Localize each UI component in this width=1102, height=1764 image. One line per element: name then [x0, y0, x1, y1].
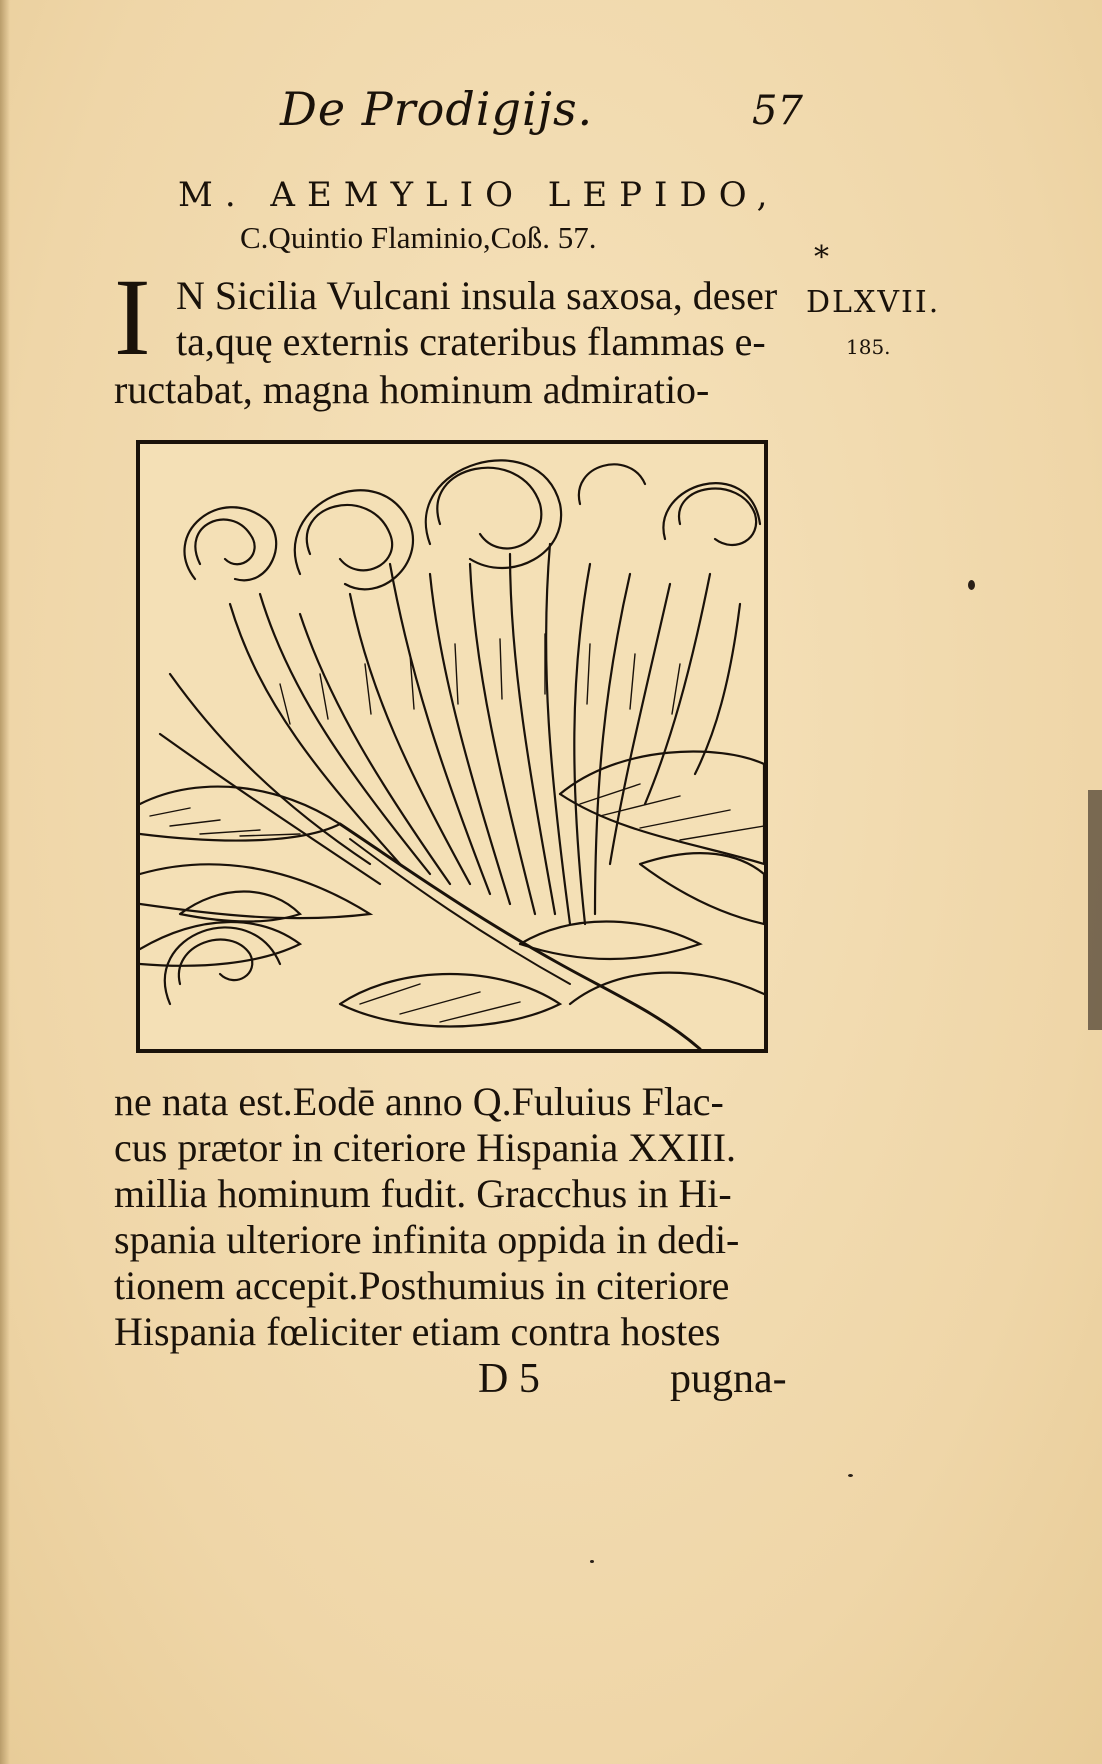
signature-mark: D 5	[478, 1356, 540, 1402]
drop-initial: I	[114, 256, 151, 378]
page-number: 57	[752, 88, 803, 134]
catchword: pugna-	[670, 1356, 787, 1402]
running-head: De Prodigijs.	[280, 82, 594, 136]
paper-speck	[968, 580, 975, 590]
margin-number: 185.	[846, 335, 891, 359]
text-line: ne nata est.Eodē anno Q.Fuluius Flac-	[114, 1079, 724, 1124]
page-edge-dark	[1088, 790, 1102, 1030]
woodcut-illustration	[136, 440, 768, 1053]
paper-speck	[848, 1474, 853, 1477]
text-line: tionem accepit.Posthumius in citeriore	[114, 1263, 730, 1308]
text-line: spania ulteriore infinita oppida in dedi-	[114, 1217, 740, 1262]
text-line: N Sicilia Vulcani insula saxosa, deser	[176, 273, 778, 318]
paper-speck	[590, 1560, 594, 1563]
text-line: ructabat, magna hominum admiratio-	[114, 367, 710, 412]
margin-asterisk: *	[814, 240, 829, 275]
page-edge-shadow	[0, 0, 10, 1764]
text-line: cus prætor in citeriore Hispania XXIII.	[114, 1125, 737, 1170]
text-line: millia hominum fudit. Gracchus in Hi-	[114, 1171, 732, 1216]
consul-line-2: C.Quintio Flaminio,Coß. 57.	[240, 220, 597, 255]
volcano-flames-woodcut	[140, 444, 764, 1049]
margin-year: DLXVII.	[806, 285, 941, 320]
text-line: Hispania fœliciter etiam contra hostes	[114, 1309, 721, 1354]
text-line: ta,quę externis crateribus flammas e-	[176, 319, 766, 364]
consul-line-1: M. AEMYLIO LEPIDO,	[178, 175, 780, 215]
